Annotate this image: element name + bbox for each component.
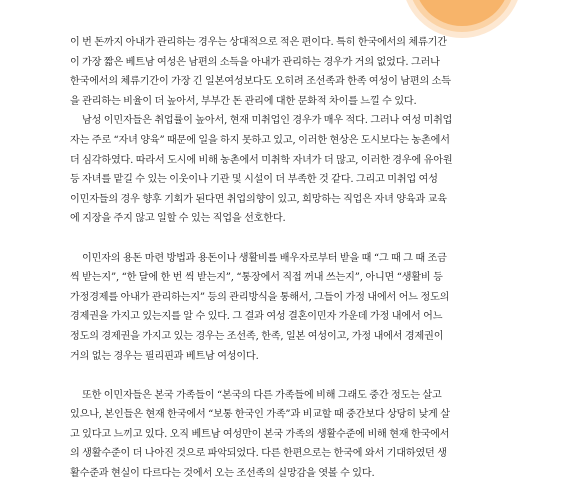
body-paragraph <box>70 386 510 484</box>
body-paragraph <box>70 111 510 229</box>
text-line: 있으나, 본인들은 현재 한국에서 “보통 한국인 가족”과 비교할 때 중간보다 상당히 낮게 살 <box>70 409 450 421</box>
text-line: 거의 없는 경우는 필리핀과 베트남 여성이다. <box>70 350 259 362</box>
body-paragraph <box>70 249 510 367</box>
text-line: 고 있다고 느끼고 있다. 오직 베트남 여성만이 본국 가족의 생활수준에 비해 현재 한국에서 <box>70 428 450 440</box>
text-line: 이민자들의 경우 향후 기회가 된다면 취업의향이 있고, 희망하는 직업은 자녀 양육과 교육 <box>70 193 447 205</box>
text-line: 자는 주로 “자녀 양육” 때문에 일을 하지 못하고 있고, 이러한 현상은 도시보다는 농촌에서 <box>70 134 450 146</box>
text-line: 이민자의 용돈 마련 방법과 용돈이나 생활비를 배우자로부터 받을 때 “그 때 그 때 조금 <box>82 252 447 264</box>
paragraph-gap <box>70 229 510 249</box>
text-line: 을 관리하는 비율이 더 높아서, 부부간 돈 관리에 대한 문화적 차이를 느낄 수 있다. <box>70 95 417 107</box>
text-line: 이 번 돈까지 아내가 관리하는 경우는 상대적으로 적은 편이다. 특히 한국에서의 체류기간 <box>70 37 447 48</box>
text-line: 등 자녀를 맡길 수 있는 이웃이나 기관 및 시설이 더 부족한 것 같다. 그리고 미취업 여성 <box>70 174 438 186</box>
text-line: 활수준과 현실이 다르다는 것에서 오는 조선족의 실망감을 엿볼 수 있다. <box>70 468 375 480</box>
text-line: 의 생활수준이 더 나아진 것으로 파악되었다. 다른 한편으로는 한국에 와서 기대하였던 생 <box>70 448 447 460</box>
text-line: 남성 이민자들은 취업률이 높아서, 현재 미취업인 경우가 매우 적다. 그러나 여성 미취업 <box>82 115 453 127</box>
corner-decoration <box>414 0 510 26</box>
text-line: 에 지장을 주지 않고 일할 수 있는 직업을 선호한다. <box>70 213 286 225</box>
text-line: 한국에서의 체류기간이 가장 긴 일본여성보다도 오히려 조선족과 한족 여성이 남편의 소득 <box>70 76 451 88</box>
document-page <box>70 33 510 484</box>
text-line: 이 가장 짧은 베트남 여성은 남편의 소득을 아내가 관리하는 경우가 거의 없었다. 그러나 <box>70 56 440 68</box>
paragraph-gap <box>70 366 510 386</box>
text-line: 가정경제를 아내가 관리하는지” 등의 관리방식을 통해서, 그들이 가정 내에서 어느 정도의 <box>70 291 450 303</box>
text-line: 또한 이민자들은 본국 가족들이 “본국의 다른 가족들에 비해 그래도 중간 정도는 살고 <box>82 389 442 401</box>
text-line: 정도의 경제권을 가지고 있는 경우는 조선족, 한족, 일본 여성이고, 가정 내에서 경제권이 <box>70 330 444 342</box>
text-line: 씩 받는지”, “한 달에 한 번 씩 받는지”, “통장에서 직접 꺼내 쓰는지”, 아니면 “생활비 등 <box>70 272 443 284</box>
body-paragraph <box>70 33 510 111</box>
text-line: 경제권을 가지고 있는지를 알 수 있다. 그 결과 여성 결혼이민자 가운데 가정 내에서 어느 <box>70 311 443 323</box>
text-line: 더 심각하였다. 따라서 도시에 비해 농촌에서 미취학 자녀가 더 많고, 이러한 경우에 유아원 <box>70 154 453 166</box>
